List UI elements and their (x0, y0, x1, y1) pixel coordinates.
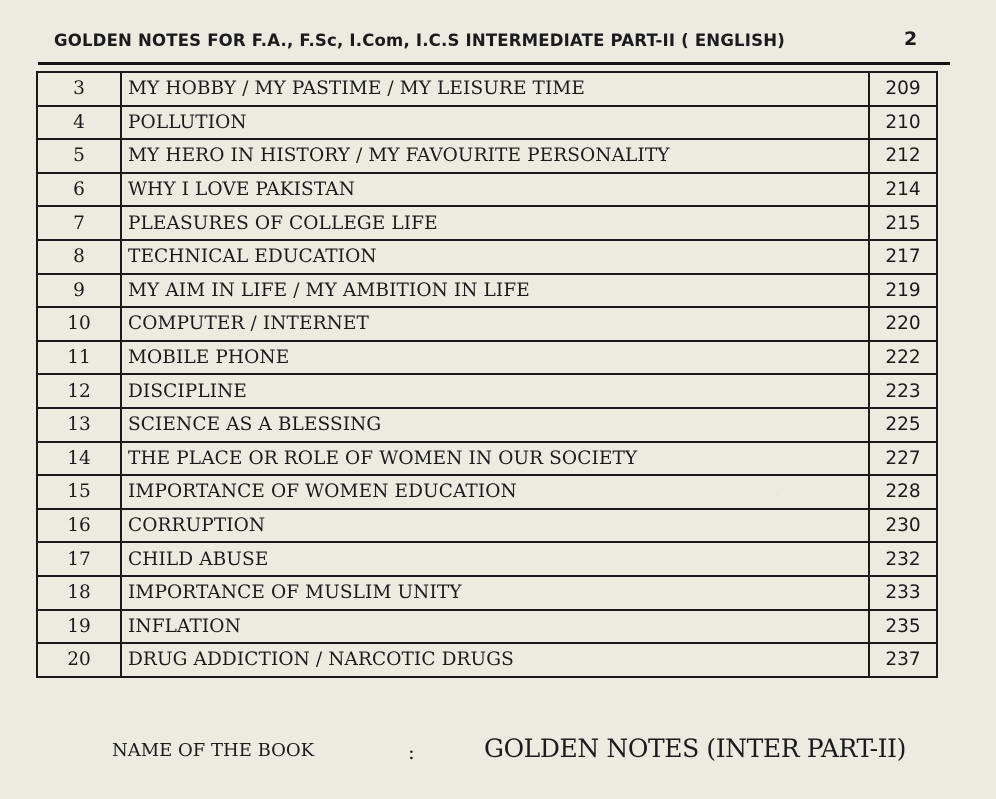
row-topic: IMPORTANCE OF WOMEN EDUCATION (121, 475, 869, 509)
row-page-number: 230 (869, 509, 937, 543)
row-topic: CHILD ABUSE (121, 542, 869, 576)
row-page-number: 209 (869, 72, 937, 106)
row-number: 3 (37, 72, 121, 106)
row-page-number: 219 (869, 274, 937, 308)
row-topic: PLEASURES OF COLLEGE LIFE (121, 206, 869, 240)
row-topic: TECHNICAL EDUCATION (121, 240, 869, 274)
book-name-separator: : (408, 740, 415, 764)
row-number: 4 (37, 106, 121, 140)
table-row (37, 643, 937, 677)
table-row (37, 408, 937, 442)
row-number: 5 (37, 139, 121, 173)
table-row (37, 206, 937, 240)
row-topic: WHY I LOVE PAKISTAN (121, 173, 869, 207)
table-row (37, 173, 937, 207)
table-row (37, 442, 937, 476)
row-page-number: 210 (869, 106, 937, 140)
table-row (37, 307, 937, 341)
row-page-number: 215 (869, 206, 937, 240)
row-topic: DRUG ADDICTION / NARCOTIC DRUGS (121, 643, 869, 677)
book-name-label: NAME OF THE BOOK (112, 740, 315, 761)
contents-table-body (37, 72, 937, 677)
row-topic: MY AIM IN LIFE / MY AMBITION IN LIFE (121, 274, 869, 308)
book-name-value: GOLDEN NOTES (INTER PART-II) (484, 734, 906, 763)
header-title: GOLDEN NOTES FOR F.A., F.Sc, I.Com, I.C.S INTERMEDIATE PART-II ( ENGLISH) (54, 31, 785, 50)
row-number: 10 (37, 307, 121, 341)
row-page-number: 225 (869, 408, 937, 442)
row-number: 14 (37, 442, 121, 476)
table-row (37, 240, 937, 274)
table-row (37, 341, 937, 375)
row-page-number: 223 (869, 374, 937, 408)
row-topic: COMPUTER / INTERNET (121, 307, 869, 341)
row-number: 16 (37, 509, 121, 543)
page-header (54, 28, 934, 56)
row-page-number: 228 (869, 475, 937, 509)
row-page-number: 212 (869, 139, 937, 173)
row-topic: IMPORTANCE OF MUSLIM UNITY (121, 576, 869, 610)
row-topic: MOBILE PHONE (121, 341, 869, 375)
row-number: 19 (37, 610, 121, 644)
row-number: 20 (37, 643, 121, 677)
row-number: 11 (37, 341, 121, 375)
table-row (37, 72, 937, 106)
table-row (37, 610, 937, 644)
row-number: 9 (37, 274, 121, 308)
row-page-number: 232 (869, 542, 937, 576)
row-number: 18 (37, 576, 121, 610)
row-number: 17 (37, 542, 121, 576)
row-number: 6 (37, 173, 121, 207)
row-page-number: 233 (869, 576, 937, 610)
contents-table (36, 71, 938, 678)
table-row (37, 274, 937, 308)
row-topic: THE PLACE OR ROLE OF WOMEN IN OUR SOCIETY (121, 442, 869, 476)
table-row (37, 576, 937, 610)
book-name-line (112, 734, 952, 774)
row-page-number: 237 (869, 643, 937, 677)
table-row (37, 106, 937, 140)
page-number: 2 (904, 28, 918, 50)
table-row (37, 475, 937, 509)
header-rule (38, 62, 950, 65)
row-page-number: 235 (869, 610, 937, 644)
row-topic: INFLATION (121, 610, 869, 644)
table-row (37, 139, 937, 173)
row-page-number: 217 (869, 240, 937, 274)
row-number: 13 (37, 408, 121, 442)
row-number: 8 (37, 240, 121, 274)
row-topic: MY HERO IN HISTORY / MY FAVOURITE PERSONALITY (121, 139, 869, 173)
row-topic: SCIENCE AS A BLESSING (121, 408, 869, 442)
row-number: 12 (37, 374, 121, 408)
row-number: 7 (37, 206, 121, 240)
row-page-number: 220 (869, 307, 937, 341)
row-page-number: 222 (869, 341, 937, 375)
table-row (37, 374, 937, 408)
row-topic: CORRUPTION (121, 509, 869, 543)
row-page-number: 227 (869, 442, 937, 476)
row-topic: MY HOBBY / MY PASTIME / MY LEISURE TIME (121, 72, 869, 106)
row-topic: DISCIPLINE (121, 374, 869, 408)
row-topic: POLLUTION (121, 106, 869, 140)
table-row (37, 509, 937, 543)
row-number: 15 (37, 475, 121, 509)
row-page-number: 214 (869, 173, 937, 207)
table-row (37, 542, 937, 576)
